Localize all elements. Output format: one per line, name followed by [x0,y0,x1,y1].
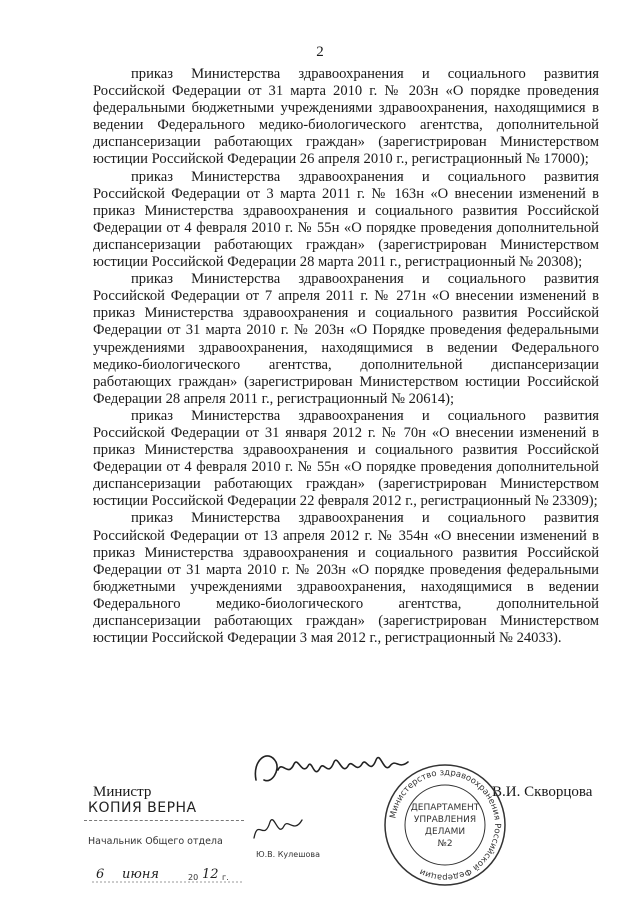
date-year-suffix: 12 [202,867,219,882]
paragraph-order-271n: приказ Министерства здравоохранения и социального развития Российской Федерации от 7 апреля 2011 г. № 271н «О внесении изменений в приказ Министерства здравоохранения и социального развития Российской Федерации от 31 марта 2010 г. № 203н «О Порядке проведения федеральными учреждениями здравоохранения, находящимися в ведении Федерального медико-биологического агентства, дополнительной диспансеризации работающих граждан» (зарегистрирован Министерством юстиции Российской Федерации 28 апреля 2011 г., регистрационный № 20614); [93,271,599,407]
minister-name: В.И. Скворцова [492,784,593,800]
paragraph-order-70n: приказ Министерства здравоохранения и социального развития Российской Федерации от 31 января 2012 г. № 70н «О внесении изменений в приказ Министерства здравоохранения и социального развития Российской Федерации от 4 февраля 2010 г. № 55н «О порядке проведения дополнительной диспансеризации работающих граждан» (зарегистрирован Министерством юстиции Российской Федерации 22 февраля 2012 г., регистрационный № 23309); [93,407,599,510]
official-stamp [380,760,510,890]
paragraph-order-163n: приказ Министерства здравоохранения и социального развития Российской Федерации от 3 марта 2011 г. № 163н «О внесении изменений в приказ Министерства здравоохранения и социального развития Российской Федерации от 4 февраля 2010 г. № 55н «О порядке проведения дополнительной диспансеризации работающих граждан» (зарегистрирован Министерством юстиции Российской Федерации 28 марта 2011 г., регистрационный № 20308); [93,168,599,271]
page-number: 2 [316,44,324,60]
certifier-name: Ю.В. Кулешова [256,850,321,859]
date-suffix: г. [222,873,229,882]
stamp-line-2: УПРАВЛЕНИЯ [413,815,477,825]
minister-title: Министр [93,784,152,800]
certifier-signature [248,808,308,848]
date-month: июня [122,867,159,882]
copy-verified-stamp: КОПИЯ ВЕРНА [88,800,197,816]
paragraph-order-354n: приказ Министерства здравоохранения и социального развития Российской Федерации от 13 апреля 2012 г. № 354н «О внесении изменений в приказ Министерства здравоохранения и социального развития Российской Федерации от 31 марта 2010 г. № 203н «О порядке проведения федеральными бюджетными учреждениями здравоохранения, находящимися в ведении Федерального медико-биологического агентства, дополнительной диспансеризации работающих граждан» (зарегистрирован Министерством юстиции Российской Федерации 3 мая 2012 г., регистрационный № 24033). [93,510,599,647]
date-day: 6 [96,867,105,882]
stamp-line-3: ДЕЛАМИ [424,827,466,837]
stamp-line-4: №2 [437,839,453,849]
certification-date [92,858,252,888]
paragraph-order-203n: приказ Министерства здравоохранения и социального развития Российской Федерации от 31 марта 2010 г. № 203н «О порядке проведения федеральными бюджетными учреждениями здравоохранения, находящимися в ведении Федерального медико-биологического агентства, дополнительной диспансеризации работающих граждан» (зарегистрирован Министерством юстиции Российской Федерации 26 апреля 2010 г., регистрационный № 17000); [93,66,599,168]
copy-stamp-underline [84,820,244,821]
document-body [93,66,599,647]
date-year-prefix: 20 [188,873,199,882]
department-head-label: Начальник Общего отдела [88,836,223,847]
stamp-ring-text: Министерство здравоохранения Российской Федерации [388,767,503,883]
stamp-line-1: ДЕПАРТАМЕНТ [410,803,480,813]
